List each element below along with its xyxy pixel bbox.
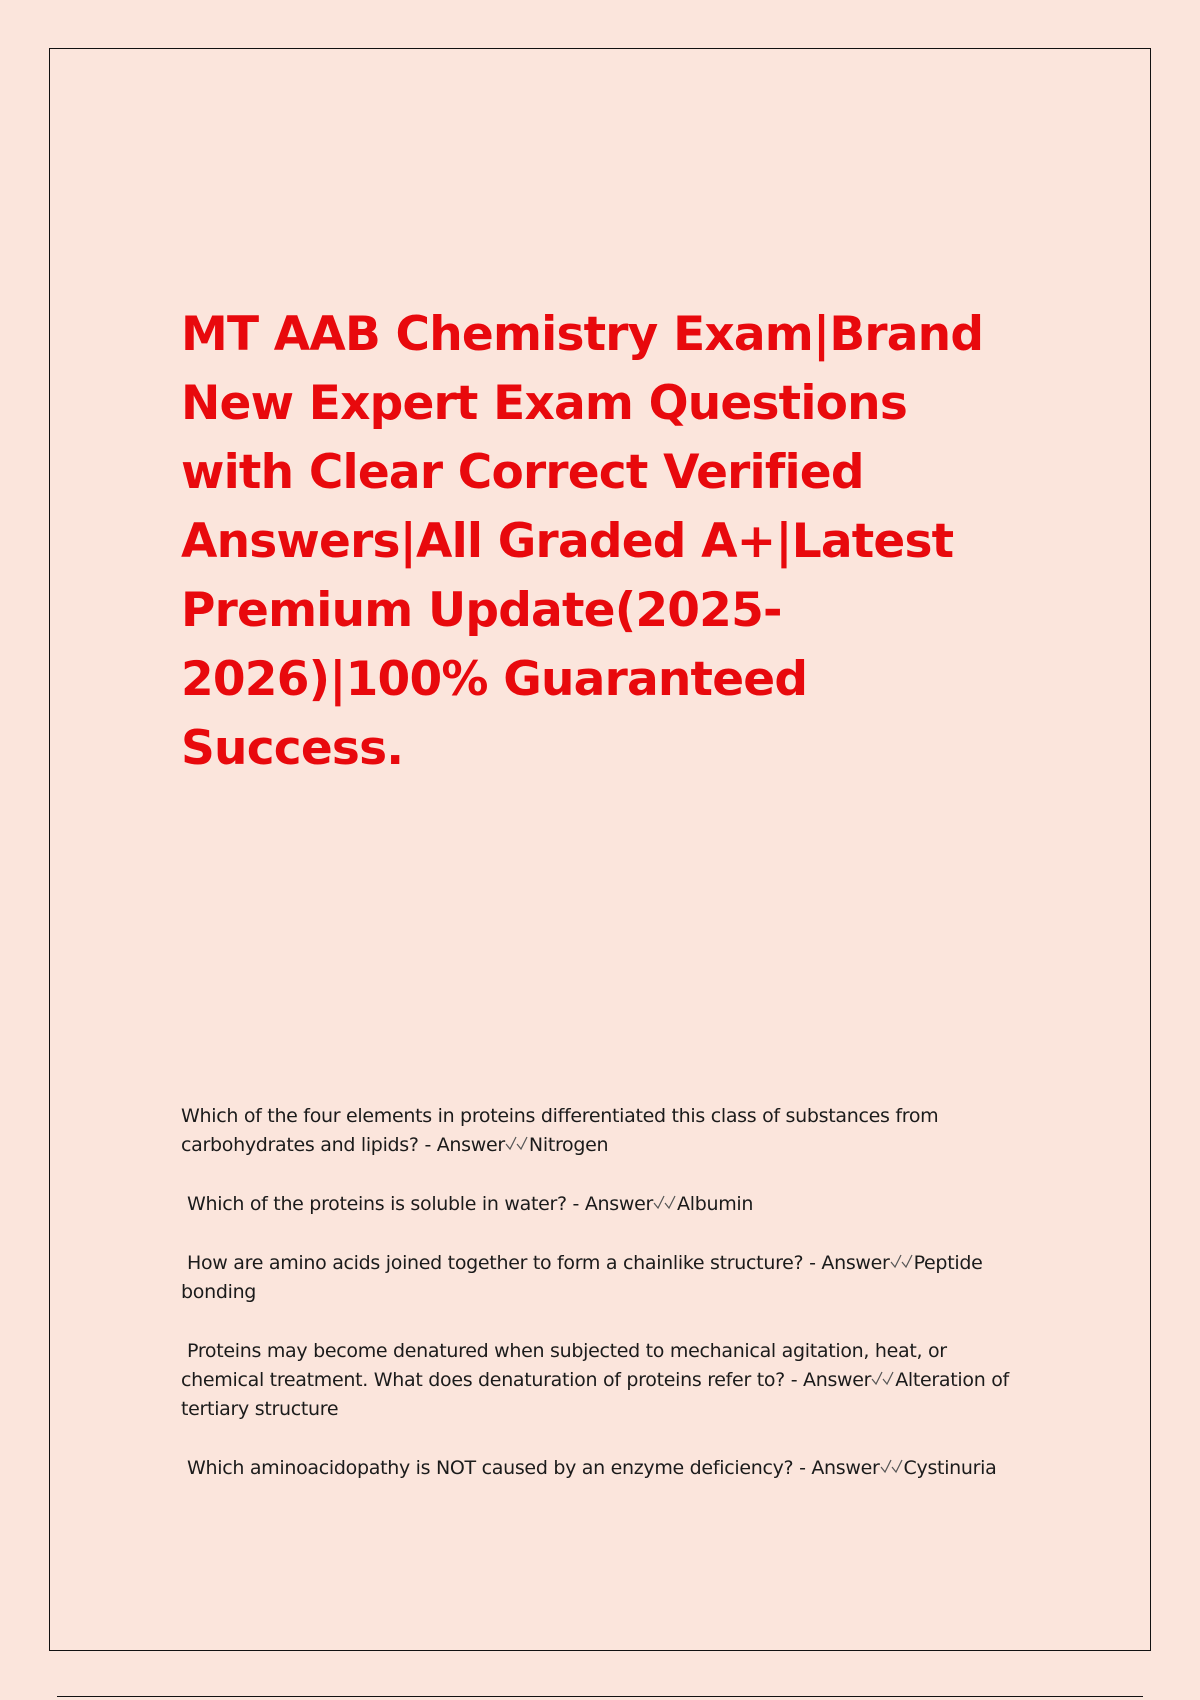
document-title: MT AAB Chemistry Exam|Brand New Expert Exam Questions with Clear Correct Verified Answers|All Graded A+|Latest Premium Update(2025-2026)|100% Guaranteed Success.	[181, 307, 984, 776]
answer-label: - Answer	[784, 1369, 872, 1391]
answer-label: - Answer	[418, 1134, 505, 1156]
qa-item	[181, 1337, 1011, 1424]
answer-text: Peptide bonding	[181, 1252, 983, 1303]
question-text: Proteins may become denatured when subjected to mechanical agitation, heat, or chemical treatment. What does denaturation of proteins refer to?	[181, 1340, 947, 1391]
answer-text: Albumin	[677, 1193, 754, 1215]
qa-item	[181, 1102, 1011, 1160]
question-text: Which of the proteins is soluble in water?	[187, 1193, 567, 1215]
question-text: Which aminoacidopathy is NOT caused by an enzyme deficiency?	[187, 1457, 794, 1479]
question-answer-list	[181, 1102, 1011, 1513]
qa-item	[181, 1454, 1011, 1483]
footer-divider	[57, 1696, 1143, 1697]
answer-text: Alteration of tertiary structure	[181, 1369, 1009, 1420]
answer-label: - Answer	[566, 1193, 654, 1215]
answer-label: - Answer	[803, 1252, 890, 1274]
check-mark-icon	[871, 1370, 895, 1388]
qa-item	[181, 1249, 1011, 1307]
answer-text: Nitrogen	[528, 1134, 609, 1156]
question-text: How are amino acids joined together to form a chainlike structure?	[187, 1252, 804, 1274]
answer-label: - Answer	[793, 1457, 880, 1479]
check-mark-icon	[890, 1253, 914, 1271]
check-mark-icon	[653, 1194, 677, 1212]
check-mark-icon	[505, 1135, 529, 1153]
qa-item	[181, 1190, 1011, 1219]
question-text: Which of the four elements in proteins differentiated this class of substances from carbohydrates and lipids?	[181, 1105, 939, 1156]
check-mark-icon	[880, 1458, 904, 1476]
answer-text: Cystinuria	[903, 1457, 997, 1479]
